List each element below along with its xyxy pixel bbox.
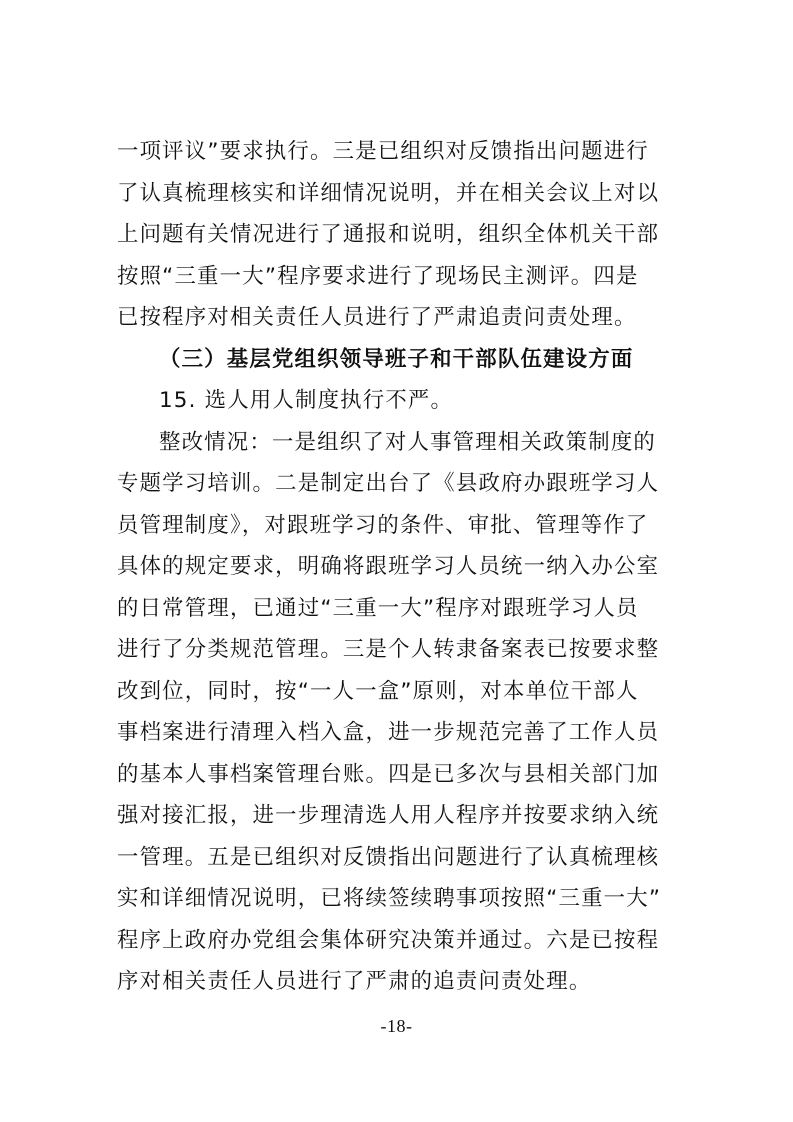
text-line: 一项评议”要求执行。三是已组织对反馈指出问题进行 <box>117 139 649 164</box>
text-line: 上问题有关情况进行了通报和说明，组织全体机关干部 <box>117 222 660 247</box>
text-line: 已按程序对相关责任人员进行了严肃追责问责处理。 <box>117 305 637 330</box>
text-line: 专题学习培训。二是制定出台了《县政府办跟班学习人 <box>117 471 660 496</box>
item-title: 15. 选人用人制度执行不严。 <box>159 388 454 413</box>
text-line: 的基本人事档案管理台账。四是已多次与县相关部门加 <box>117 761 660 787</box>
text-line: 事档案进行清理入档入盒，进一步规范完善了工作人员 <box>117 720 660 745</box>
text-line: 改到位，同时，按“一人一盒”原则，对本单位干部人 <box>117 678 639 704</box>
text-line: 强对接汇报，进一步理清选人用人程序并按要求纳入统 <box>117 803 660 828</box>
text-line: 序对相关责任人员进行了严肃的追责问责处理。 <box>117 969 592 994</box>
text-line: 的日常管理，已通过“三重一大”程序对跟班学习人员 <box>117 595 639 621</box>
text-line: 一管理。五是已组织对反馈指出问题进行了认真梳理核 <box>117 844 660 870</box>
text-line: 员管理制度》，对跟班学习的条件、审批、管理等作了 <box>117 512 649 538</box>
body-text <box>117 131 682 1003</box>
text-line: 实和详细情况说明，已将续签续聘事项按照“三重一大” <box>117 886 662 911</box>
section-heading: （三）基层党组织领导班子和干部队伍建设方面 <box>159 346 634 372</box>
text-line: 进行了分类规范管理。三是个人转隶备案表已按要求整 <box>117 637 660 662</box>
text-line: 按照“三重一大”程序要求进行了现场民主测评。四是 <box>117 263 639 289</box>
text-line: 具体的规定要求，明确将跟班学习人员统一纳入办公室 <box>117 554 660 579</box>
text-line: 程序上政府办党组会集体研究决策并通过。六是已按程 <box>117 927 660 953</box>
page-number: -18- <box>380 1016 413 1036</box>
paragraph-start-line: 整改情况：一是组织了对人事管理相关政策制度的 <box>159 429 656 455</box>
text-line: 了认真梳理核实和详细情况说明，并在相关会议上对以 <box>117 180 660 206</box>
